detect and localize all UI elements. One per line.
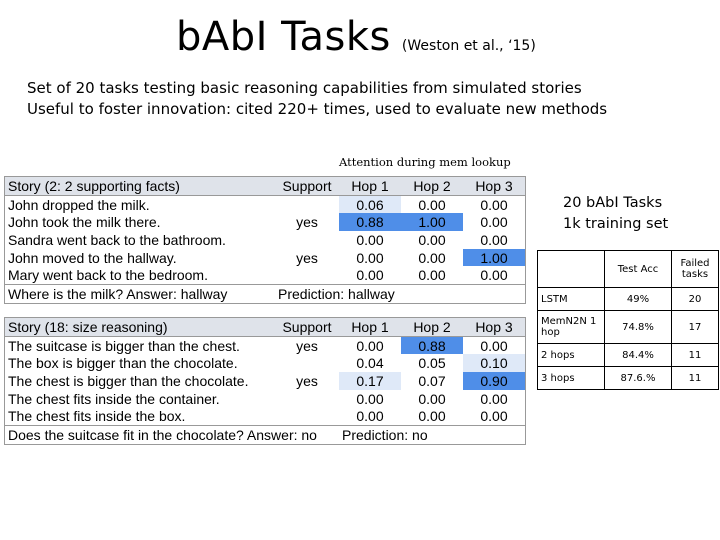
test-acc: 49% [605, 288, 672, 311]
table-row [5, 354, 526, 372]
table-row [538, 367, 719, 390]
support-cell [275, 195, 339, 213]
hop1-cell: 0.00 [356, 408, 384, 425]
attention-label: Attention during mem lookup [339, 155, 511, 169]
hop1-cell: 0.04 [356, 355, 384, 372]
failed-tasks: 20 [672, 288, 719, 311]
support-cell: yes [296, 214, 318, 231]
hop1-cell: 0.00 [356, 231, 384, 248]
support-cell: yes [296, 337, 318, 354]
header-hop1: Hop 1 [339, 318, 401, 337]
table-row [5, 372, 526, 390]
hop3-cell: 0.00 [480, 231, 508, 248]
header-hop1: Hop 1 [339, 177, 401, 196]
hop1-cell: 0.17 [339, 372, 401, 390]
support-cell [275, 407, 339, 425]
sentence: John moved to the hallway. [8, 249, 177, 266]
hop3-cell: 0.90 [463, 372, 526, 390]
model-name: LSTM [538, 288, 605, 311]
header-hop3: Hop 3 [463, 177, 526, 196]
failed-tasks: 11 [672, 367, 719, 390]
description [27, 78, 607, 120]
story-table-1 [4, 176, 526, 304]
slide-title [176, 14, 536, 60]
test-acc: 84.4% [605, 344, 672, 367]
header-support: Support [275, 177, 339, 196]
results-title [563, 193, 668, 235]
failed-tasks: 17 [672, 311, 719, 344]
header-story: Story (2: 2 supporting facts) [5, 177, 276, 196]
support-cell [275, 354, 339, 372]
sentence: The box is bigger than the chocolate. [8, 355, 238, 372]
hop3-cell: 0.00 [480, 214, 508, 231]
table-row [5, 249, 526, 267]
hop3-cell: 0.00 [480, 408, 508, 425]
hop3-cell: 0.10 [463, 354, 526, 372]
table-row [5, 231, 526, 249]
results-title-line-1: 20 bAbI Tasks [563, 195, 663, 211]
hop2-cell: 0.00 [418, 231, 446, 248]
citation: (Weston et al., ‘15) [401, 38, 536, 54]
header-story: Story (18: size reasoning) [5, 318, 276, 337]
title-text: bAbI Tasks [176, 14, 391, 60]
header-hop2: Hop 2 [401, 318, 463, 337]
header-failed-tasks: Failed tasks [672, 251, 719, 288]
question-row [5, 426, 526, 445]
description-line-2: Useful to foster innovation: cited 220+ times, used to evaluate new methods [27, 100, 608, 118]
hop1-cell: 0.06 [339, 195, 401, 213]
table-row [5, 266, 526, 284]
hop1-cell: 0.00 [356, 390, 384, 407]
sentence: The suitcase is bigger than the chest. [8, 337, 240, 354]
hop2-cell: 0.88 [401, 336, 463, 354]
sentence: John took the milk there. [8, 214, 161, 231]
test-acc: 74.8% [605, 311, 672, 344]
table-row [5, 390, 526, 408]
hop2-cell: 0.07 [418, 372, 446, 389]
hop2-cell: 0.00 [418, 267, 446, 284]
question: Where is the milk? Answer: hallway [5, 285, 276, 304]
model-name: MemN2N 1 hop [538, 311, 605, 344]
hop3-cell: 0.00 [480, 337, 508, 354]
header-hop3: Hop 3 [463, 318, 526, 337]
hop2-cell: 0.05 [418, 355, 446, 372]
hop1-cell: 0.88 [339, 213, 401, 231]
failed-tasks: 11 [672, 344, 719, 367]
sentence: Mary went back to the bedroom. [8, 267, 208, 284]
question-row [5, 285, 526, 304]
header-hop2: Hop 2 [401, 177, 463, 196]
hop3-cell: 0.00 [480, 267, 508, 284]
prediction: Prediction: hallway [275, 285, 526, 304]
sentence: Sandra went back to the bathroom. [8, 231, 226, 248]
table-header [5, 318, 526, 337]
results-title-line-2: 1k training set [563, 216, 669, 232]
table-row [538, 311, 719, 344]
hop1-cell: 0.00 [356, 267, 384, 284]
header-support: Support [275, 318, 339, 337]
table-row [5, 195, 526, 213]
table-row [5, 213, 526, 231]
table-row [538, 288, 719, 311]
support-cell [275, 231, 339, 249]
hop1-cell: 0.00 [356, 249, 384, 266]
story-table-2 [4, 317, 526, 445]
support-cell: yes [296, 372, 318, 389]
sentence: The chest is bigger than the chocolate. [8, 372, 249, 389]
results-header-empty [538, 251, 605, 288]
sentence: John dropped the milk. [8, 196, 150, 213]
header-test-acc: Test Acc [605, 251, 672, 288]
sentence: The chest fits inside the box. [8, 408, 186, 425]
hop3-cell: 0.00 [480, 390, 508, 407]
hop2-cell: 0.00 [418, 408, 446, 425]
model-name: 3 hops [538, 367, 605, 390]
hop2-cell: 0.00 [418, 249, 446, 266]
hop3-cell: 1.00 [463, 249, 526, 267]
question: Does the suitcase fit in the chocolate? Answer: no [5, 426, 340, 445]
model-name: 2 hops [538, 344, 605, 367]
results-header [538, 251, 719, 288]
hop2-cell: 1.00 [401, 213, 463, 231]
hop2-cell: 0.00 [418, 390, 446, 407]
hop2-cell: 0.00 [418, 196, 446, 213]
hop1-cell: 0.00 [356, 337, 384, 354]
table-row [5, 407, 526, 425]
prediction: Prediction: no [339, 426, 526, 445]
results-table [537, 250, 719, 390]
support-cell [275, 266, 339, 284]
description-line-1: Set of 20 tasks testing basic reasoning capabilities from simulated stories [27, 79, 582, 97]
hop3-cell: 0.00 [480, 196, 508, 213]
table-header [5, 177, 526, 196]
sentence: The chest fits inside the container. [8, 390, 220, 407]
table-row [5, 336, 526, 354]
table-row [538, 344, 719, 367]
support-cell [275, 390, 339, 408]
test-acc: 87.6.% [605, 367, 672, 390]
support-cell: yes [296, 249, 318, 266]
